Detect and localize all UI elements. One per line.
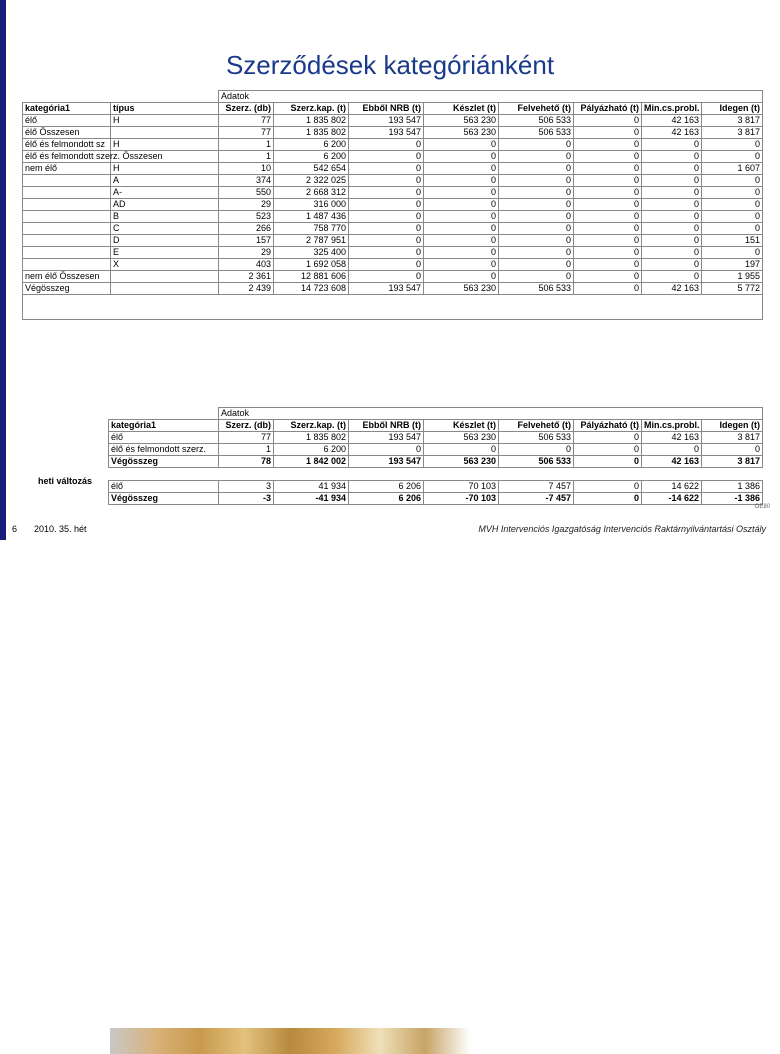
column-header: Szerz. (db) — [219, 103, 274, 115]
table-cell: 0 — [349, 199, 424, 211]
table-cell: 0 — [424, 223, 499, 235]
table-cell: 0 — [499, 259, 574, 271]
table-cell: 6 200 — [274, 139, 349, 151]
table-cell: 506 533 — [499, 432, 574, 444]
table-cell: 0 — [702, 151, 763, 163]
table-cell: 7 457 — [499, 481, 574, 493]
table-cell: 0 — [349, 151, 424, 163]
table-cell: -7 457 — [499, 493, 574, 505]
table-cell: 1 — [219, 151, 274, 163]
table-cell: D — [111, 235, 219, 247]
table-cell: 0 — [499, 139, 574, 151]
table-cell: X — [111, 259, 219, 271]
pivot-table-summary — [108, 407, 763, 505]
table-cell: 523 — [219, 211, 274, 223]
table-cell: 0 — [574, 247, 642, 259]
table-row — [23, 235, 763, 247]
table-cell: 77 — [219, 115, 274, 127]
table-cell — [111, 283, 219, 295]
table-cell: 3 817 — [702, 456, 763, 468]
slide-title: Szerződések kategóriánként — [225, 50, 555, 80]
table-cell: 77 — [219, 432, 274, 444]
table-cell: 1 607 — [702, 163, 763, 175]
table-cell — [23, 259, 111, 271]
table-cell: 0 — [642, 235, 702, 247]
table-cell: 0 — [642, 223, 702, 235]
table-cell: -41 934 — [274, 493, 349, 505]
table-row — [23, 175, 763, 187]
table-row — [109, 493, 763, 505]
table-cell: 77 — [219, 127, 274, 139]
table-cell: 0 — [424, 235, 499, 247]
table-cell: 0 — [574, 175, 642, 187]
table-cell: 563 230 — [424, 127, 499, 139]
page-number: 6 — [12, 524, 18, 534]
table-row — [23, 115, 763, 127]
table-cell: 0 — [702, 223, 763, 235]
table-cell: 1 487 436 — [274, 211, 349, 223]
table-cell: 0 — [424, 175, 499, 187]
table-cell: 374 — [219, 175, 274, 187]
table-cell: A- — [111, 187, 219, 199]
table-cell: 70 103 — [424, 481, 499, 493]
table-cell: 6 200 — [274, 151, 349, 163]
table-cell: 0 — [499, 223, 574, 235]
table-row — [23, 283, 763, 295]
table-cell — [23, 175, 111, 187]
table-cell: 563 230 — [424, 283, 499, 295]
table-row — [23, 259, 763, 271]
table-cell: élő és felmondott sz — [23, 139, 111, 151]
table-cell: élő Összesen — [23, 127, 111, 139]
data-label: Adatok — [219, 91, 763, 103]
grain-image-strip — [110, 1028, 470, 1054]
table-cell: Végösszeg — [23, 283, 111, 295]
table-cell: 0 — [574, 211, 642, 223]
table-cell: 0 — [574, 127, 642, 139]
table-cell: 0 — [702, 247, 763, 259]
table-cell: 2 439 — [219, 283, 274, 295]
table-cell: 14 622 — [642, 481, 702, 493]
table-cell: 0 — [349, 187, 424, 199]
table-cell: 151 — [702, 235, 763, 247]
table-cell: 506 533 — [499, 115, 574, 127]
table-cell: 506 533 — [499, 456, 574, 468]
table-row — [23, 271, 763, 283]
table-cell: 0 — [499, 444, 574, 456]
table-cell: 0 — [574, 259, 642, 271]
table-cell: 563 230 — [424, 456, 499, 468]
table-cell: 0 — [499, 247, 574, 259]
table-cell: 0 — [642, 163, 702, 175]
table-cell: 506 533 — [499, 283, 574, 295]
column-header: Felvehető (t) — [499, 420, 574, 432]
column-header: Min.cs.probl. — [642, 103, 702, 115]
table-cell: élő — [109, 432, 219, 444]
table-row — [23, 163, 763, 175]
table-cell: 0 — [574, 163, 642, 175]
table-cell: 0 — [574, 223, 642, 235]
table-cell: 542 654 — [274, 163, 349, 175]
table-cell: 0 — [702, 211, 763, 223]
table-cell: 14 723 608 — [274, 283, 349, 295]
table-cell: 0 — [349, 235, 424, 247]
data-label: Adatok — [219, 408, 763, 420]
table-cell: 0 — [349, 223, 424, 235]
column-header: Pályázható (t) — [574, 103, 642, 115]
table-cell: 0 — [349, 444, 424, 456]
pivot-table-categories — [22, 90, 763, 320]
table-cell: -3 — [219, 493, 274, 505]
table-cell: 0 — [499, 271, 574, 283]
table-cell: 0 — [574, 151, 642, 163]
table-cell: 563 230 — [424, 432, 499, 444]
table-cell: 193 547 — [349, 115, 424, 127]
table-cell: 0 — [349, 139, 424, 151]
table-cell: 0 — [424, 139, 499, 151]
table-cell: 1 842 002 — [274, 456, 349, 468]
table-cell: -1 386 — [702, 493, 763, 505]
table-cell — [23, 223, 111, 235]
table-cell — [23, 211, 111, 223]
table-row — [109, 481, 763, 493]
table-cell: 1 — [219, 444, 274, 456]
table-cell: 0 — [424, 259, 499, 271]
table-cell — [111, 271, 219, 283]
table-cell: 0 — [349, 175, 424, 187]
column-header: Ebből NRB (t) — [349, 420, 424, 432]
table-cell: 0 — [424, 151, 499, 163]
table-cell: 0 — [642, 139, 702, 151]
table-cell: 0 — [574, 187, 642, 199]
table-cell: élő és felmondott szerz. — [109, 444, 219, 456]
table-cell: élő — [109, 481, 219, 493]
table-cell: 0 — [499, 151, 574, 163]
table-cell: 157 — [219, 235, 274, 247]
table-cell: 0 — [499, 187, 574, 199]
table-cell: 0 — [642, 444, 702, 456]
table-cell: 193 547 — [349, 432, 424, 444]
column-header: Felvehető (t) — [499, 103, 574, 115]
table-cell: 0 — [574, 271, 642, 283]
weekly-change-label: heti változás — [38, 476, 93, 486]
table-row — [23, 139, 763, 151]
table-cell: 0 — [702, 139, 763, 151]
table-cell: 325 400 — [274, 247, 349, 259]
table-cell: 0 — [574, 283, 642, 295]
table-cell: 0 — [424, 247, 499, 259]
table-row — [23, 151, 763, 163]
column-header: Ebből NRB (t) — [349, 103, 424, 115]
table-cell: 0 — [499, 199, 574, 211]
table-cell: H — [111, 163, 219, 175]
table-row — [109, 456, 763, 468]
table-cell: 0 — [642, 199, 702, 211]
table-cell: 0 — [642, 211, 702, 223]
table-cell: 0 — [424, 199, 499, 211]
left-accent-bar — [0, 0, 6, 540]
table-header-row — [23, 103, 763, 115]
footer-organization: MVH Intervenciós Igazgatóság Intervenciós Raktárnyilvántartási Osztály — [478, 524, 766, 534]
table-cell: 42 163 — [642, 283, 702, 295]
table-cell: nem élő — [23, 163, 111, 175]
table-cell: 3 817 — [702, 432, 763, 444]
table-cell: 0 — [499, 235, 574, 247]
table-cell: 42 163 — [642, 456, 702, 468]
table-cell: 0 — [424, 211, 499, 223]
table-cell: 193 547 — [349, 283, 424, 295]
table-cell: 2 668 312 — [274, 187, 349, 199]
table-cell: 0 — [642, 247, 702, 259]
table-cell: -14 622 — [642, 493, 702, 505]
table-cell: 1 692 058 — [274, 259, 349, 271]
table-cell: 78 — [219, 456, 274, 468]
table-cell: A — [111, 175, 219, 187]
table-cell: H — [111, 139, 219, 151]
table-cell: AD — [111, 199, 219, 211]
table-cell: 6 200 — [274, 444, 349, 456]
table-cell: 1 835 802 — [274, 127, 349, 139]
table-cell — [23, 187, 111, 199]
table-row — [23, 247, 763, 259]
table-cell: 42 163 — [642, 127, 702, 139]
footer-date: 2010. 35. hét — [34, 524, 87, 534]
table-cell: 2 787 951 — [274, 235, 349, 247]
table-cell: 0 — [349, 247, 424, 259]
table-cell: 197 — [702, 259, 763, 271]
column-header: Min.cs.probl. — [642, 420, 702, 432]
corner-mark: ОЕ80 — [754, 504, 770, 510]
table-cell: élő és felmondott szerz. Összesen — [23, 151, 111, 163]
table-cell: 0 — [424, 444, 499, 456]
table-row — [23, 211, 763, 223]
table-cell: 6 206 — [349, 481, 424, 493]
table-cell: 0 — [574, 199, 642, 211]
column-header: Idegen (t) — [702, 420, 763, 432]
table-cell: 0 — [642, 271, 702, 283]
table-cell: 3 — [219, 481, 274, 493]
table-cell: 0 — [574, 432, 642, 444]
column-header: Szerz.kap. (t) — [274, 103, 349, 115]
table-cell: 1 — [219, 139, 274, 151]
table-cell: 3 817 — [702, 127, 763, 139]
table-cell: 758 770 — [274, 223, 349, 235]
table-cell: C — [111, 223, 219, 235]
table-cell: 0 — [349, 259, 424, 271]
table-cell: 0 — [424, 163, 499, 175]
table-cell: 193 547 — [349, 127, 424, 139]
table-cell: 42 163 — [642, 432, 702, 444]
table-cell: 0 — [424, 271, 499, 283]
table-row — [23, 127, 763, 139]
table-row — [23, 199, 763, 211]
table-cell: 1 835 802 — [274, 115, 349, 127]
table-row — [23, 223, 763, 235]
column-header: Szerz. (db) — [219, 420, 274, 432]
table-cell: 0 — [574, 235, 642, 247]
table-cell: 0 — [702, 444, 763, 456]
column-header: Készlet (t) — [424, 420, 499, 432]
table-row — [23, 187, 763, 199]
table-cell: 0 — [642, 259, 702, 271]
table-cell: 0 — [574, 444, 642, 456]
table-row — [109, 432, 763, 444]
table-cell: B — [111, 211, 219, 223]
table-cell: 0 — [499, 211, 574, 223]
table-cell: 29 — [219, 247, 274, 259]
table-cell — [23, 247, 111, 259]
table-cell: 0 — [642, 151, 702, 163]
table-cell: 0 — [702, 199, 763, 211]
table-cell — [111, 127, 219, 139]
table-cell: 506 533 — [499, 127, 574, 139]
table-cell: 0 — [574, 139, 642, 151]
table-header-row — [109, 420, 763, 432]
table-row — [109, 444, 763, 456]
table-cell: 1 386 — [702, 481, 763, 493]
table-cell: élő — [23, 115, 111, 127]
table-cell: H — [111, 115, 219, 127]
table-cell: 6 206 — [349, 493, 424, 505]
table-cell: 0 — [349, 211, 424, 223]
table-cell: 41 934 — [274, 481, 349, 493]
table-cell: 0 — [349, 163, 424, 175]
table-cell: 0 — [574, 115, 642, 127]
table-cell: 3 817 — [702, 115, 763, 127]
column-header: típus — [111, 103, 219, 115]
column-header: Készlet (t) — [424, 103, 499, 115]
table-cell: 193 547 — [349, 456, 424, 468]
table-cell: 29 — [219, 199, 274, 211]
table-cell: 0 — [349, 271, 424, 283]
table-cell: 0 — [702, 175, 763, 187]
table-cell: Végösszeg — [109, 493, 219, 505]
table-cell: 12 881 606 — [274, 271, 349, 283]
table-cell — [23, 235, 111, 247]
table-cell: 0 — [424, 187, 499, 199]
table-cell: 266 — [219, 223, 274, 235]
table-cell: E — [111, 247, 219, 259]
table-cell: 2 361 — [219, 271, 274, 283]
table-cell: 0 — [499, 175, 574, 187]
table-cell: 2 322 025 — [274, 175, 349, 187]
table-cell: 550 — [219, 187, 274, 199]
table-cell: 5 772 — [702, 283, 763, 295]
column-header: Pályázható (t) — [574, 420, 642, 432]
table-cell: 0 — [642, 187, 702, 199]
table-cell: 0 — [574, 481, 642, 493]
column-header: kategória1 — [23, 103, 111, 115]
table-cell: -70 103 — [424, 493, 499, 505]
table-cell: 1 835 802 — [274, 432, 349, 444]
table-cell: 0 — [574, 493, 642, 505]
column-header: kategória1 — [109, 420, 219, 432]
table-cell: 0 — [574, 456, 642, 468]
table-cell: 0 — [642, 175, 702, 187]
table-cell: 316 000 — [274, 199, 349, 211]
table-cell: 403 — [219, 259, 274, 271]
table-cell: 563 230 — [424, 115, 499, 127]
table-cell: nem élő Összesen — [23, 271, 111, 283]
column-header: Idegen (t) — [702, 103, 763, 115]
table-cell: 0 — [702, 187, 763, 199]
table-cell: 42 163 — [642, 115, 702, 127]
table-cell: Végösszeg — [109, 456, 219, 468]
column-header: Szerz.kap. (t) — [274, 420, 349, 432]
table-cell: 10 — [219, 163, 274, 175]
table-cell: 0 — [499, 163, 574, 175]
table-cell — [23, 199, 111, 211]
table-cell: 1 955 — [702, 271, 763, 283]
